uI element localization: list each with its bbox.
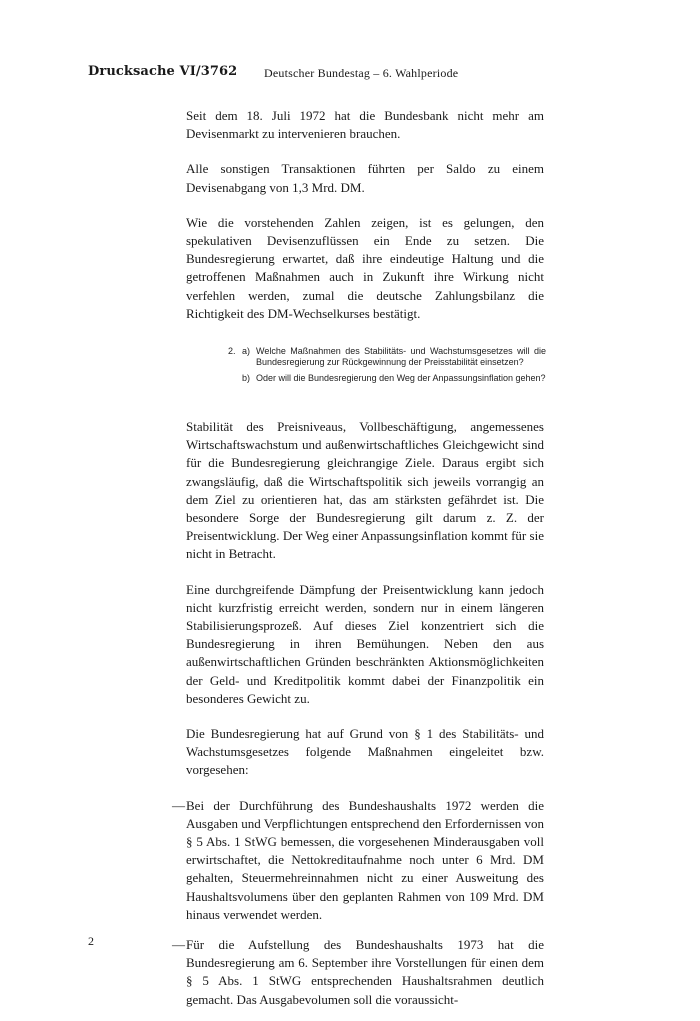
paragraph: Stabilität des Preisniveaus, Vollbeschäftigung, angemessenes Wirtschaftswachstum und außenwirtschaftliches Gleichgewicht sind für die Bundesregierung gleichrangige Ziele. Daraus ergibt sich zwangsläufig, daß die Wirtschaftspolitik sich jeweils vorrangig an dem Ziel zu orientieren hat, das am stärksten gefährdet ist. Die besondere Sorge der Bundesregierung gilt darum z. Z. der Preisentwicklung. Der Weg einer Anpassungsinflation kommt für sie nicht in Betracht. bbox=[186, 419, 544, 562]
question-b-text: Oder will die Bundesregierung den Weg der Anpassungsinflation gehen? bbox=[256, 373, 546, 383]
question-block bbox=[228, 346, 546, 389]
body-bottom bbox=[172, 418, 544, 1021]
paragraph: Die Bundesregierung hat auf Grund von § 1 des Stabilitäts- und Wachstumsgesetzes folgende Maßnahmen eingeleitet bzw. vorgesehen: bbox=[186, 726, 544, 778]
dash-marker: — bbox=[172, 797, 185, 813]
question-b-label: b) bbox=[242, 373, 251, 383]
paragraph: Alle sonstigen Transaktionen führten per Saldo zu einem Devisenabgang von 1,3 Mrd. DM. bbox=[186, 161, 544, 195]
document-reference: Drucksache VI/3762 bbox=[88, 64, 238, 79]
bullet-item bbox=[172, 797, 544, 924]
bullet-text: Für die Aufstellung des Bundeshaushalts 1973 hat die Bundesregierung am 6. September ihre Vorstellungen für einen dem § 5 Abs. 1 StWG entsprechenden Haushaltsrahmen deutlich gemacht. Das Ausgabevolumen soll die voraussicht- bbox=[186, 937, 544, 1007]
paragraph: Eine durchgreifende Dämpfung der Preisentwicklung kann jedoch nicht kurzfristig erreicht werden, sondern nur in einem längeren Stabilisierungsprozeß. Auf dieses Ziel konzentriert sich die Bundesregierung in ihren Bemühungen. Neben den aus außenwirtschaftlichen Gründen beschränkten Aktionsmöglichkeiten der Geld- und Kreditpolitik kommt dabei der Finanzpolitik ein besonderes Gewicht zu. bbox=[186, 581, 544, 706]
question-b bbox=[228, 373, 546, 384]
paragraph: Seit dem 18. Juli 1972 hat die Bundesbank nicht mehr am Devisenmarkt zu intervenieren brauchen. bbox=[186, 108, 544, 142]
body-top bbox=[186, 107, 544, 340]
paragraph: Wie die vorstehenden Zahlen zeigen, ist es gelungen, den spekulativen Devisenzuflüssen ein Ende zu setzen. Die Bundesregierung erwartet, daß ihre eindeutige Haltung und die getroffenen Maßnahmen auch in Zukunft ihre Wirkung nicht verfehlen werden, zumal die deutsche Zahlungsbilanz die Richtigkeit des DM-Wechselkurses bestätigt. bbox=[186, 214, 544, 321]
question-number: 2. bbox=[228, 346, 236, 356]
question-a-text: Welche Maßnahmen des Stabilitäts- und Wachstumsgesetzes will die Bundesregierung zur Rückgewinnung der Preisstabilität einsetzen? bbox=[256, 346, 546, 367]
document-source: Deutscher Bundestag – 6. Wahlperiode bbox=[264, 66, 459, 80]
bullet-item bbox=[172, 936, 544, 1009]
page-number: 2 bbox=[88, 934, 94, 948]
bullet-text: Bei der Durchführung des Bundeshaushalts 1972 werden die Ausgaben und Verpflichtungen entsprechend den Erfordernissen von § 5 Abs. 1 StWG bemessen, die vorgesehenen Minderausgaben voll erwirtschaftet, die Nettokreditaufnahme noch unter 6 Mrd. DM gehalten, Steuermehreinnahmen nicht zu einer Ausweitung des Haushaltsvolumens über den geplanten Rahmen von 109 Mrd. DM hinaus verwendet werden. bbox=[186, 797, 544, 922]
dash-marker: — bbox=[172, 937, 185, 953]
question-a-label: a) bbox=[242, 346, 251, 356]
question-a bbox=[228, 346, 546, 368]
